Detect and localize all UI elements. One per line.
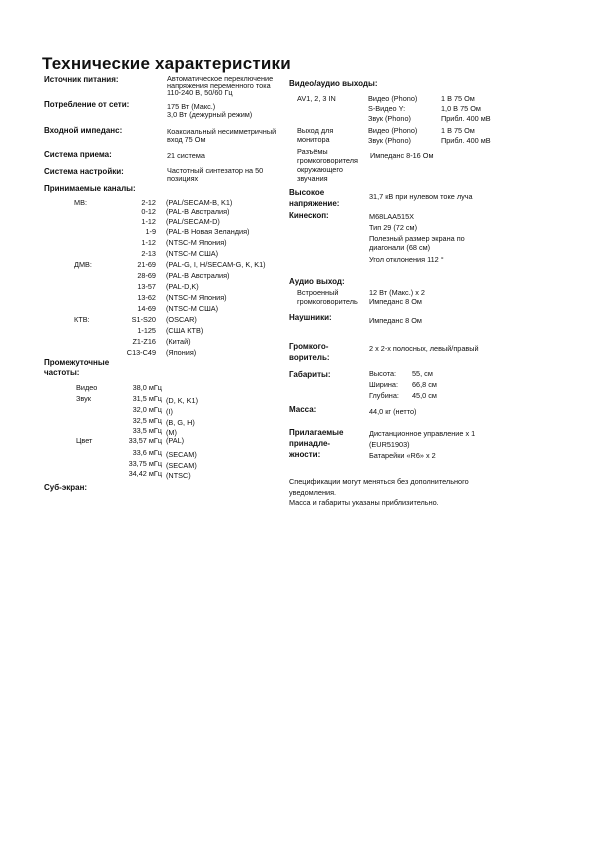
- channel-standard: (Япония): [166, 348, 197, 357]
- av-outputs-label: Видео/аудио выходы:: [289, 79, 378, 88]
- accessories-line: Батарейки «R6» x 2: [369, 451, 436, 460]
- high-voltage-value: 31,7 кВ при нулевом токе луча: [369, 192, 473, 201]
- if-standard: (NTSC): [166, 471, 191, 480]
- audio-output-line: Импеданс 8 Ом: [369, 297, 422, 306]
- builtin-speaker-label: Встроенный: [297, 288, 339, 297]
- speaker-value: 2 x 2-х полосных, левый/правый: [369, 344, 479, 353]
- channel-range: 1-125: [137, 326, 156, 335]
- channel-range: 1-9: [145, 227, 156, 236]
- intermediate-label: частоты:: [44, 368, 80, 377]
- if-frequency: 34,42 мГц: [128, 469, 162, 478]
- av-value: 1 В 75 Ом: [441, 94, 475, 103]
- footnote-line: уведомления.: [289, 488, 337, 497]
- power-consumption-line: 3,0 Вт (дежурный режим): [167, 110, 253, 119]
- accessories-label: Прилагаемые: [289, 428, 344, 437]
- high-voltage-label: Высокое: [289, 188, 325, 197]
- reception-system-value: 21 система: [167, 151, 205, 160]
- headphones-label: Наушники:: [289, 313, 332, 322]
- dimension-value: 45,0 см: [412, 391, 437, 400]
- speaker-label: воритель:: [289, 353, 330, 362]
- av-signal: Звук (Phono): [368, 114, 411, 123]
- dimensions-label: Габариты:: [289, 370, 331, 379]
- if-frequency: 33,5 мГц: [132, 426, 162, 435]
- tuning-system-line: Частотный синтезатор на 50: [167, 166, 264, 175]
- channel-standard: (PAL-B Австралия): [166, 207, 230, 216]
- power-consumption-line: 175 Вт (Макс.): [167, 102, 216, 111]
- channel-range: 0-12: [141, 207, 156, 216]
- intermediate-label: Промежуточные: [44, 358, 110, 367]
- channel-standard: (PAL/SECAM-D): [166, 217, 220, 226]
- av-signal: S-Видео Y:: [368, 104, 406, 113]
- surround-value: Импеданс 8-16 Ом: [370, 151, 434, 160]
- input-impedance-line: Коаксиальный несимметричный: [167, 127, 277, 136]
- high-voltage-label: напряжение:: [289, 199, 340, 208]
- av-inputs-label: AV1, 2, 3 IN: [297, 94, 336, 103]
- audio-output-line: 12 Вт (Макс.) x 2: [369, 288, 425, 297]
- tuning-system-line: позициях: [167, 174, 199, 183]
- channel-range: 13-62: [137, 293, 156, 302]
- channel-range: 13-57: [137, 282, 156, 291]
- channel-range: 14-69: [137, 304, 156, 313]
- crt-line: Полезный размер экрана по: [369, 234, 465, 243]
- channel-standard: (PAL-D,K): [166, 282, 199, 291]
- crt-label: Кинескоп:: [289, 211, 329, 220]
- if-standard: (SECAM): [166, 450, 197, 459]
- accessories-line: (EUR51903): [369, 440, 410, 449]
- footnote-line: Спецификации могут меняться без дополнительного: [289, 477, 469, 486]
- if-frequency: 33,57 мГц: [128, 436, 162, 445]
- if-frequency: 38,0 мГц: [132, 383, 162, 392]
- channel-range: 1-12: [141, 238, 156, 247]
- dimension-name: Глубина:: [369, 391, 399, 400]
- channel-standard: (NTSC-M Япония): [166, 238, 227, 247]
- surround-label: Разъёмы: [297, 147, 328, 156]
- if-standard: (I): [166, 407, 173, 416]
- if-standard: (B, G, H): [166, 418, 195, 427]
- speaker-label: Громкого-: [289, 342, 329, 351]
- monitor-value: 1 В 75 Ом: [441, 126, 475, 135]
- audio-output-label: Аудио выход:: [289, 277, 345, 286]
- power-source-line: 110-240 В, 50/60 Гц: [167, 88, 233, 97]
- monitor-output-label: Выход для: [297, 126, 334, 135]
- av-value: Прибл. 400 мВ: [441, 114, 491, 123]
- power-consumption-label: Потребление от сети:: [44, 100, 130, 109]
- monitor-signal: Видео (Phono): [368, 126, 418, 135]
- dimension-name: Высота:: [369, 369, 397, 378]
- channel-standard: (Китай): [166, 337, 191, 346]
- monitor-output-label: монитора: [297, 135, 330, 144]
- page-title: Технические характеристики: [42, 54, 291, 73]
- channel-standard: (NTSC-M Япония): [166, 293, 227, 302]
- channel-standard: (PAL-B Новая Зеландия): [166, 227, 250, 236]
- if-frequency: 32,5 мГц: [132, 416, 162, 425]
- if-name: Видео: [76, 383, 98, 392]
- channels-label: Принимаемые каналы:: [44, 184, 136, 193]
- mass-label: Масса:: [289, 405, 317, 414]
- if-standard: (PAL): [166, 436, 185, 445]
- if-name: Звук: [76, 394, 91, 403]
- crt-line: M68LAA515X: [369, 212, 415, 221]
- channel-standard: (OSCAR): [166, 315, 197, 324]
- band-label-mv: МВ:: [74, 198, 87, 207]
- if-standard: (M): [166, 428, 177, 437]
- surround-label: окружающего: [297, 165, 343, 174]
- band-label-ktv: КТВ:: [74, 315, 90, 324]
- reception-system-label: Система приема:: [44, 150, 112, 159]
- av-signal: Видео (Phono): [368, 94, 418, 103]
- monitor-value: Прибл. 400 мВ: [441, 136, 491, 145]
- crt-line: Тип 29 (72 см): [369, 223, 418, 232]
- crt-line: диагонали (68 см): [369, 243, 431, 252]
- accessories-label: принадле-: [289, 439, 331, 448]
- dimension-value: 66,8 см: [412, 380, 437, 389]
- accessories-line: Дистанционное управление x 1: [369, 429, 476, 438]
- surround-label: громкоговорителя: [297, 156, 358, 165]
- channel-range: 1-12: [141, 217, 156, 226]
- tuning-system-label: Система настройки:: [44, 167, 124, 176]
- band-label-dmv: ДМВ:: [74, 260, 92, 269]
- surround-label: звучания: [297, 174, 328, 183]
- channel-standard: (США КТВ): [166, 326, 204, 335]
- channel-standard: (NTSC-M США): [166, 304, 219, 313]
- sub-screen-label: Суб-экран:: [44, 483, 88, 492]
- channel-standard: (PAL-G, I, H/SECAM-G, K, K1): [166, 260, 266, 269]
- monitor-signal: Звук (Phono): [368, 136, 411, 145]
- channel-range: 21-69: [137, 260, 156, 269]
- if-standard: (D, K, K1): [166, 396, 199, 405]
- if-frequency: 33,75 мГц: [128, 459, 162, 468]
- dimension-value: 55, см: [412, 369, 433, 378]
- channel-range: 28-69: [137, 271, 156, 280]
- channel-range: 2-13: [141, 249, 156, 258]
- if-standard: (SECAM): [166, 461, 197, 470]
- av-value: 1,0 В 75 Ом: [441, 104, 481, 113]
- if-frequency: 32,0 мГц: [132, 405, 162, 414]
- power-source-line: напряжения переменного тока: [167, 81, 271, 90]
- crt-line: Угол отклонения 112 °: [369, 255, 444, 264]
- if-frequency: 33,6 мГц: [132, 448, 162, 457]
- builtin-speaker-label: громкоговоритель: [297, 297, 358, 306]
- input-impedance-line: вход 75 Ом: [167, 135, 206, 144]
- if-frequency: 31,5 мГц: [132, 394, 162, 403]
- if-name: Цвет: [76, 436, 93, 445]
- channel-standard: (NTSC-M США): [166, 249, 219, 258]
- dimension-name: Ширина:: [369, 380, 399, 389]
- power-source-label: Источник питания:: [44, 75, 119, 84]
- power-source-line: Автоматическое переключение: [167, 74, 274, 83]
- headphones-value: Импеданс 8 Ом: [369, 316, 422, 325]
- channel-standard: (PAL/SECAM-B, K1): [166, 198, 233, 207]
- input-impedance-label: Входной импеданс:: [44, 126, 123, 135]
- footnote-line: Масса и габариты указаны приблизительно.: [289, 498, 439, 507]
- mass-value: 44,0 кг (нетто): [369, 407, 417, 416]
- channel-range: S1-S20: [131, 315, 156, 324]
- accessories-label: жности:: [289, 450, 321, 459]
- channel-range: C13-C49: [126, 348, 156, 357]
- channel-range: 2-12: [141, 198, 156, 207]
- channel-range: Z1-Z16: [132, 337, 156, 346]
- channel-standard: (PAL-B Австралия): [166, 271, 230, 280]
